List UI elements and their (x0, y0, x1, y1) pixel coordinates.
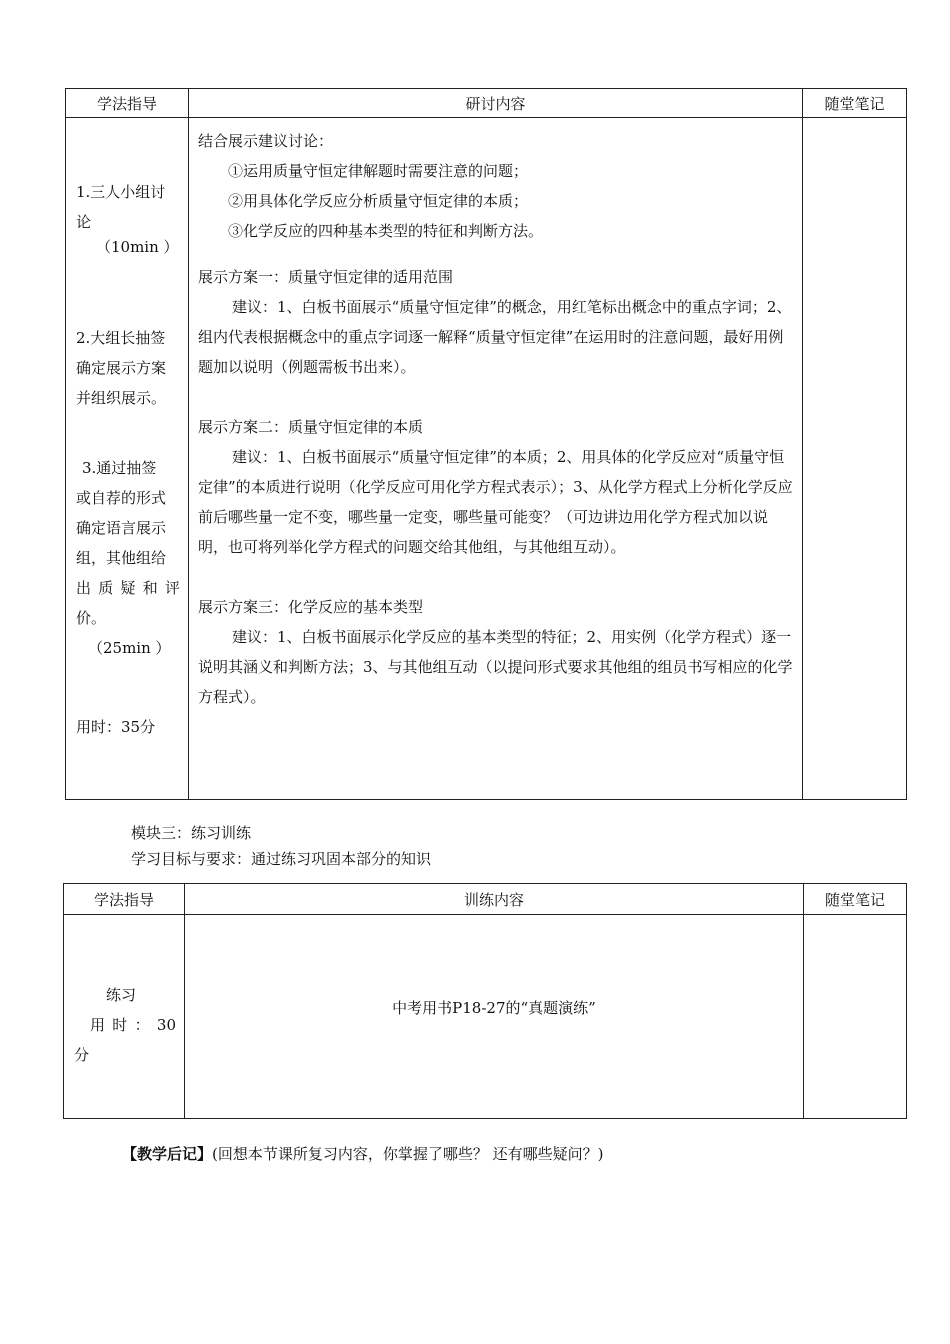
teaching-afterword (122, 1143, 604, 1164)
method-guide-cell (66, 118, 189, 800)
header-class-notes: 随堂笔记 (804, 884, 907, 915)
practice-time-unit: 分 (74, 1046, 90, 1064)
practice-time: 用时：30 (90, 1016, 176, 1034)
module-title: 模块三：练习训练 (131, 824, 252, 842)
practice-guide-cell (64, 915, 185, 1119)
table-header-row (64, 884, 907, 915)
table-header-row (66, 89, 907, 118)
afterword-text: (回想本节课所复习内容，你掌握了哪些？ 还有哪些疑问？) (212, 1145, 604, 1163)
table-row (64, 915, 907, 1119)
guide-line: 出质疑和评 (76, 579, 180, 597)
guide-line: 论 (76, 213, 92, 231)
guide-line: 确定语言展示 (76, 519, 167, 537)
afterword-label: 【教学后记】 (122, 1145, 213, 1163)
guide-line: （25min ） (88, 639, 171, 657)
header-class-notes: 随堂笔记 (803, 89, 907, 118)
time-used: 用时：35分 (76, 718, 156, 736)
discussion-point: ②用具体化学反应分析质量守恒定律的本质； (228, 192, 529, 210)
header-practice-content: 训练内容 (185, 884, 804, 915)
guide-line: （10min ） (96, 238, 179, 256)
practice-label: 练习 (106, 986, 137, 1004)
header-method-guide: 学法指导 (64, 884, 185, 915)
plan3-text: 建议：1、白板书面展示化学反应的基本类型的特征；2、用实例（化学方程式）逐一说明其涵义和判断方法；3、与其他组互动（以提问形式要求其他组的组员书写相应的化学方程式）。 (198, 628, 793, 706)
plan1-text: 建议：1、白板书面展示“质量守恒定律”的概念，用红笔标出概念中的重点字词；2、组内代表根据概念中的重点字词逐一解释“质量守恒定律”在运用时的注意问题，最好用例题加以说明（例题需板书出来）。 (198, 298, 792, 376)
guide-line: 价。 (76, 609, 107, 627)
discussion-content-cell (189, 118, 803, 800)
guide-line: 确定展示方案 (76, 359, 167, 377)
discussion-intro: 结合展示建议讨论： (198, 132, 334, 150)
class-notes-cell[interactable] (804, 915, 907, 1119)
header-method-guide: 学法指导 (66, 89, 189, 118)
discussion-point: ①运用质量守恒定律解题时需要注意的问题； (228, 162, 529, 180)
module-goal: 学习目标与要求：通过练习巩固本部分的知识 (131, 850, 432, 868)
guide-line: 3.通过抽签 (82, 459, 157, 477)
plan1-title: 展示方案一：质量守恒定律的适用范围 (198, 268, 454, 286)
discussion-table (65, 88, 907, 800)
practice-table (63, 883, 907, 1119)
guide-line: 或自荐的形式 (76, 489, 167, 507)
discussion-point: ③化学反应的四种基本类型的特征和判断方法。 (228, 222, 544, 240)
practice-content-cell (185, 915, 804, 1119)
plan2-text: 建议：1、白板书面展示“质量守恒定律”的本质；2、用具体的化学反应对“质量守恒定律”的本质进行说明（化学反应可用化学方程式表示）；3、从化学方程式上分析化学反应前后哪些量一定不变，哪些量一定变，哪些量可能变？（可边讲边用化学方程式加以说明，也可将列举化学方程式的问题交给其他组，与其他组互动）。 (198, 448, 793, 556)
guide-line: 1.三人小组讨 (76, 183, 166, 201)
plan2-title: 展示方案二：质量守恒定律的本质 (198, 418, 424, 436)
practice-content: 中考用书P18-27的“真题演练” (392, 999, 596, 1017)
plan3-title: 展示方案三：化学反应的基本类型 (198, 598, 424, 616)
guide-line: 组，其他组给 (76, 549, 167, 567)
class-notes-cell[interactable] (803, 118, 907, 800)
guide-line: 并组织展示。 (76, 389, 167, 407)
table-row (66, 118, 907, 800)
header-discussion-content: 研讨内容 (189, 89, 803, 118)
guide-line: 2.大组长抽签 (76, 329, 166, 347)
